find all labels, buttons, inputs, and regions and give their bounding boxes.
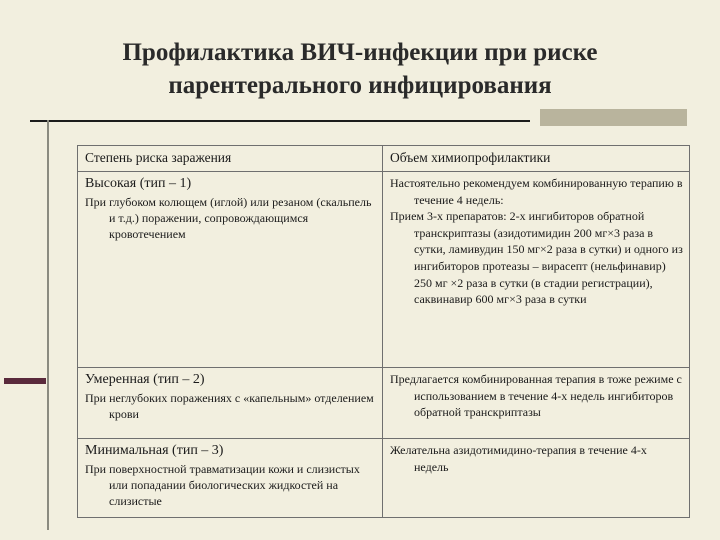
header-prophylaxis-volume: Объем химиопрофилактики	[383, 146, 690, 172]
risk-description: При глубоком колющем (иглой) или резаном (скальпель и т.д.) поражении, сопровождающимся кровотечением	[85, 195, 372, 241]
risk-cell	[78, 439, 383, 518]
risk-level-label: Минимальная (тип – 3)	[85, 443, 224, 458]
table-row	[78, 439, 690, 518]
risk-cell	[78, 368, 383, 439]
table-row	[78, 368, 690, 439]
title-accent-bar	[540, 109, 687, 126]
risk-description: При неглубоких поражениях с «капельным» отделением крови	[85, 391, 374, 421]
recommendation-text: Желательна азидотимидино-терапия в течение 4-х недель	[390, 443, 647, 474]
risk-level-label: Умеренная (тип – 2)	[85, 372, 205, 387]
table-row	[78, 172, 690, 368]
recommendation-text: Прием 3-х препаратов: 2-х ингибиторов обратной транскриптазы (азидотимидин 200 мг×3 раза в сутки, ламивудин 150 мг×2 раза в сутки) и одного из ингибиторов протеазы – вирасепт (нельфинавир) 250 мг ×2 раза в сутки (в стадии регистрации), саквинавир 600 мг×3 раза в сутки	[390, 209, 683, 307]
title-divider-line	[30, 120, 530, 122]
slide-title: Профилактика ВИЧ-инфекции при риске парентерального инфицирования	[122, 39, 598, 99]
header-risk-level: Степень риска заражения	[78, 146, 383, 172]
risk-level-label: Высокая (тип – 1)	[85, 176, 192, 191]
left-vertical-rule	[47, 120, 49, 530]
recommendation-text: Настоятельно рекомендуем комбинированную терапию в течение 4 недель:	[390, 176, 683, 207]
risk-cell	[78, 172, 383, 368]
risk-table	[77, 145, 690, 518]
left-accent-bar	[4, 378, 46, 384]
table-header-row	[78, 146, 690, 172]
recommendation-cell	[383, 439, 690, 518]
recommendation-text: Предлагается комбинированная терапия в тоже режиме с использованием в течение 4-х недель ингибиторов обратной транскриптазы	[390, 372, 682, 420]
recommendation-cell	[383, 172, 690, 368]
risk-description: При поверхностной травматизации кожи и слизистых или попадании биологических жидкостей на слизистые	[85, 462, 360, 508]
recommendation-cell	[383, 368, 690, 439]
